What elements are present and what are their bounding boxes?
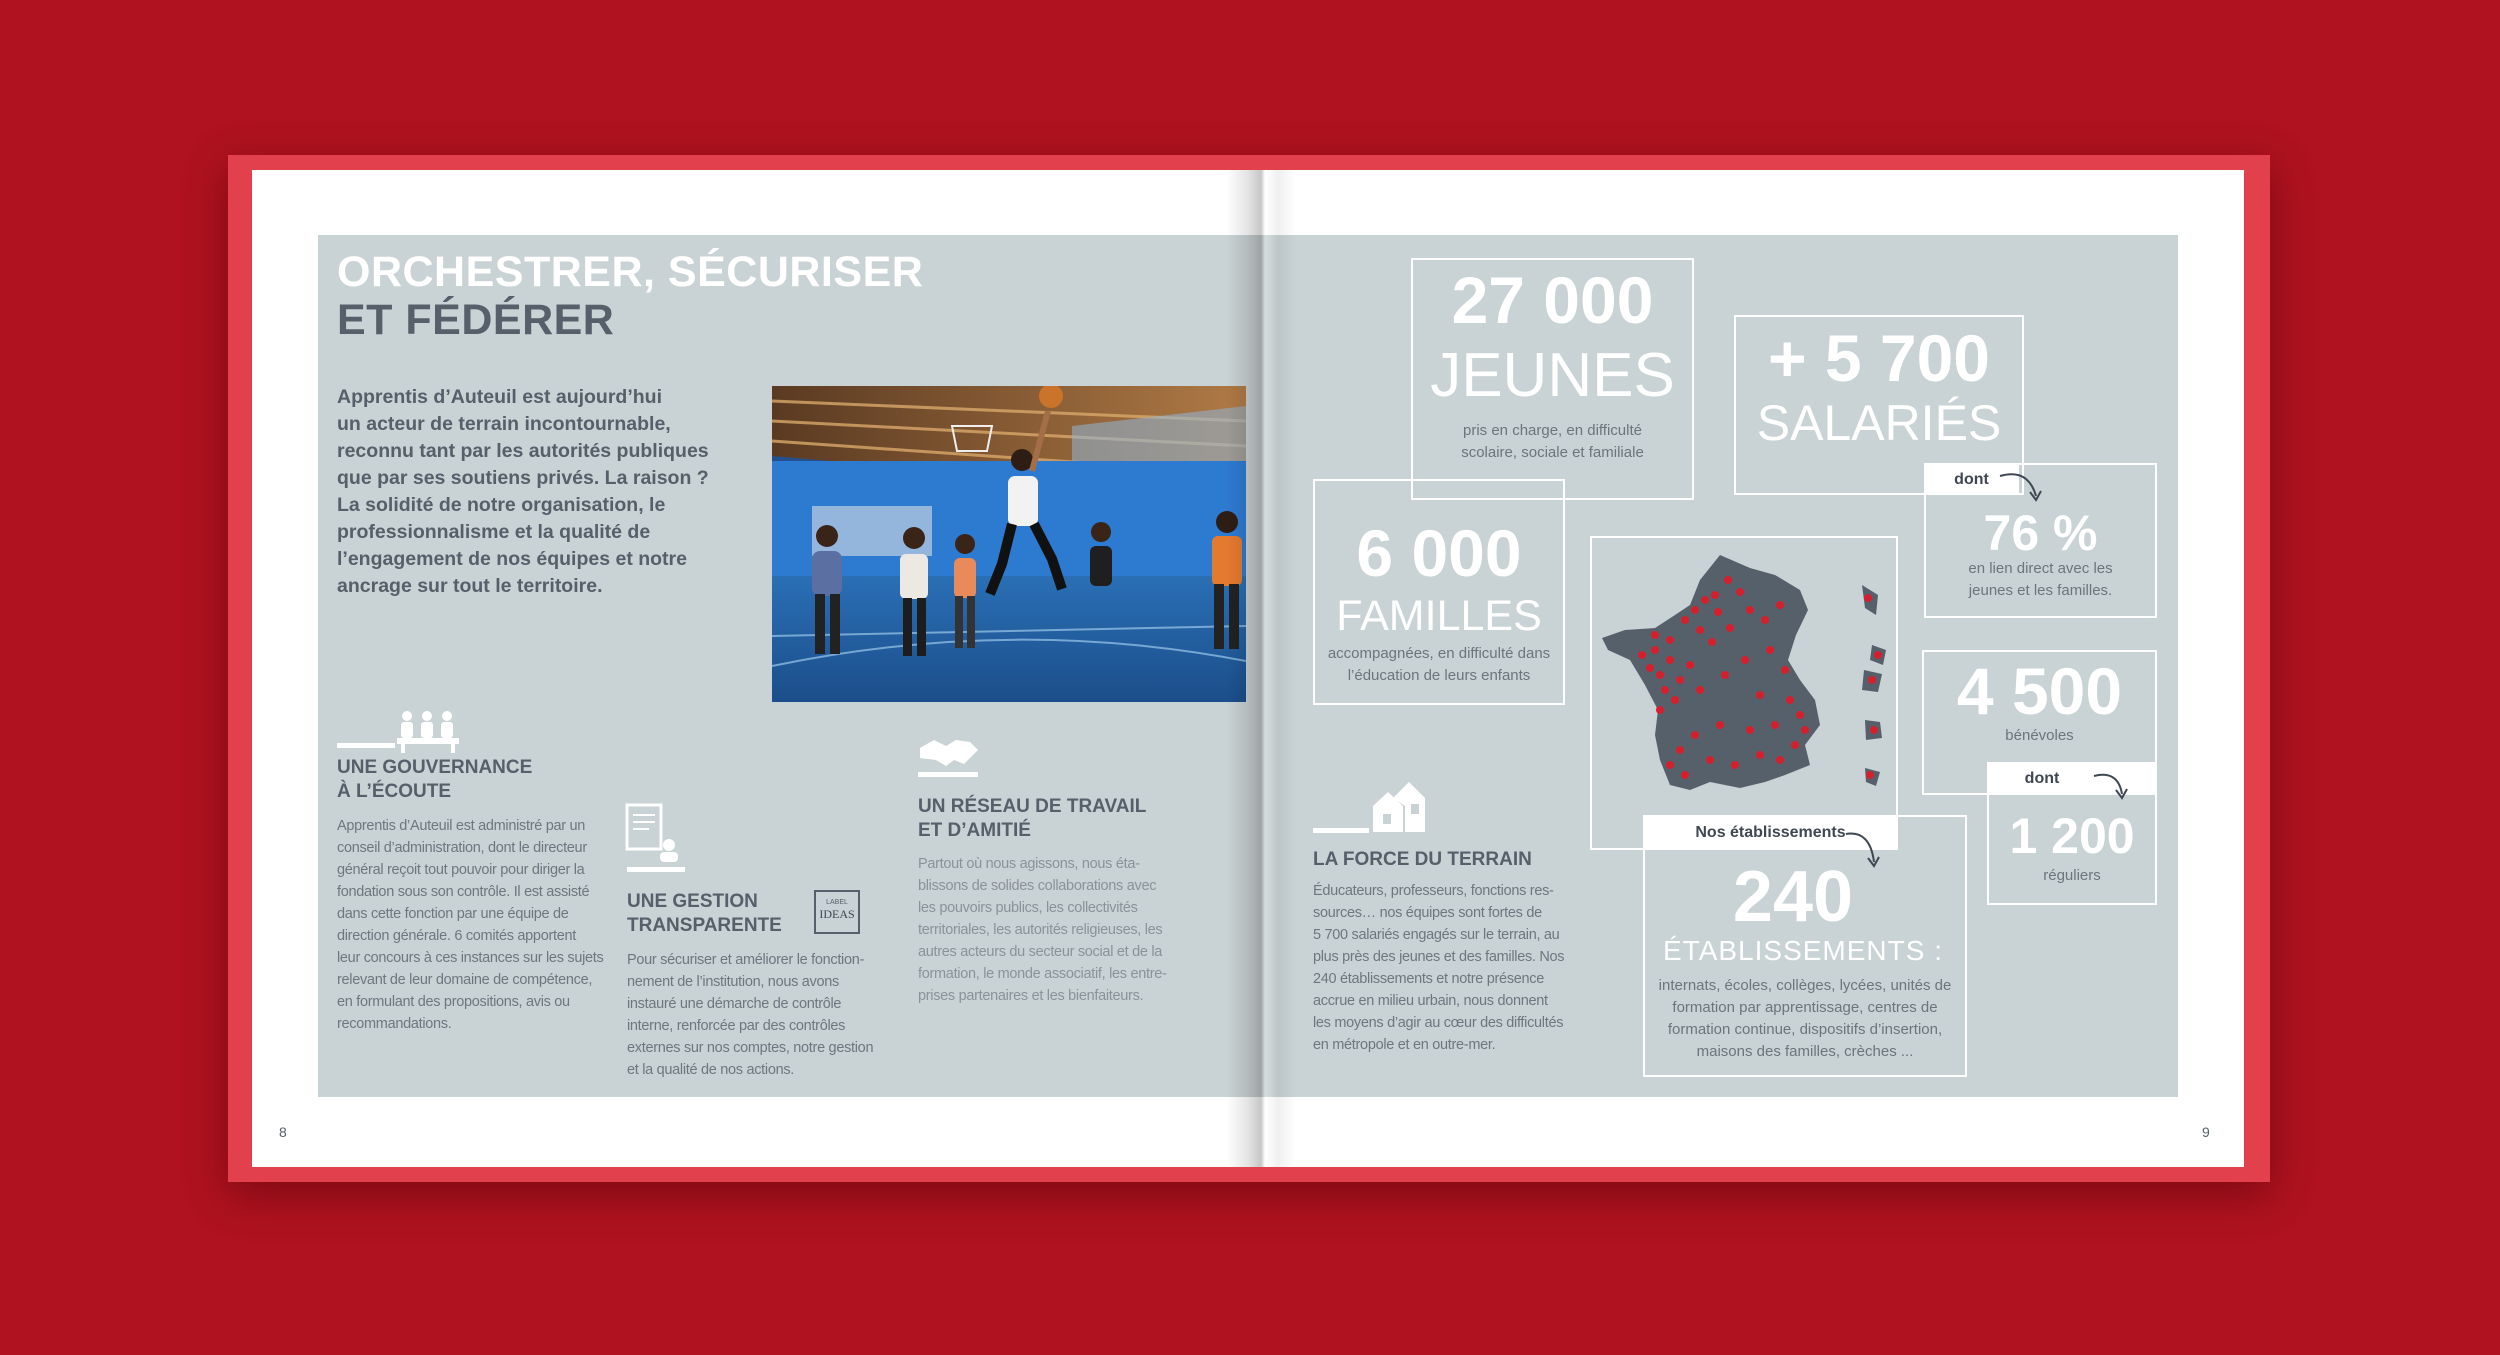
body-line: les pouvoirs publics, les collectivités <box>918 900 1138 916</box>
caption-line: maisons des familles, crèches ... <box>1696 1043 1914 1060</box>
intro-line: La solidité de notre organisation, le <box>337 494 666 516</box>
badge-text: IDEAS <box>819 907 855 921</box>
title-line-2: ET FÉDÉRER <box>337 296 615 344</box>
caption-line: en lien direct avec les <box>1968 560 2113 577</box>
page-number-right: 9 <box>2202 1124 2210 1140</box>
body-line: Partout où nous agissons, nous éta- <box>918 856 1140 872</box>
body-line: en métropole et en outre-mer. <box>1313 1037 1496 1053</box>
body-line: formation, le monde associatif, les entre- <box>918 966 1167 982</box>
france-map-icon <box>1600 550 1890 820</box>
document-person-icon <box>627 805 687 875</box>
terrain-title: LA FORCE DU TERRAIN <box>1313 849 1532 870</box>
caption-line: scolaire, sociale et familiale <box>1461 444 1644 461</box>
stat-salaries-number: + 5 700 <box>1767 321 1991 395</box>
body-line: externes sur nos comptes, notre gestion <box>627 1040 874 1056</box>
dont-label-1: dont <box>1924 465 2019 495</box>
stat-direct-caption <box>1924 558 2157 602</box>
intro-line: ancrage sur tout le territoire. <box>337 575 603 597</box>
body-line: interne, renforcée par des contrôles <box>627 1018 846 1034</box>
body-line: sources… nos équipes sont fortes de <box>1313 905 1542 921</box>
terrain-body <box>1313 880 1603 1056</box>
intro-line: un acteur de terrain incontournable, <box>337 413 671 435</box>
body-line: 240 établissements et notre présence <box>1313 971 1545 987</box>
stat-salaries-word: SALARIÉS <box>1756 395 2002 451</box>
intro-line: l’engagement de nos équipes et notre <box>337 548 687 570</box>
intro-line: Apprentis d’Auteuil est aujourd’hui <box>337 386 663 408</box>
basketball-photo <box>772 386 1246 702</box>
stat-familles-caption <box>1313 643 1565 687</box>
gestion-title-line: TRANSPARENTE <box>627 915 782 936</box>
stat-benevoles-number: 4 500 <box>1956 654 2123 728</box>
stat-etablissements-word: ÉTABLISSEMENTS : <box>1663 935 1943 966</box>
intro-paragraph <box>337 384 737 600</box>
badge-small-text: LABEL <box>826 899 848 906</box>
houses-icon <box>1313 778 1428 834</box>
stat-jeunes-number: 27 000 <box>1451 263 1654 337</box>
reseau-body <box>918 853 1198 1007</box>
intro-line: professionnalisme et la qualité de <box>337 521 651 543</box>
stat-reguliers-caption: réguliers <box>2043 867 2101 884</box>
caption-line: formation par apprentissage, centres de <box>1672 999 1938 1016</box>
body-line: instauré une démarche de contrôle <box>627 996 842 1012</box>
page-title <box>337 248 923 344</box>
caption-line: formation continue, dispositifs d’insertion, <box>1667 1021 1943 1038</box>
stat-reguliers-number: 1 200 <box>2009 808 2135 864</box>
stat-familles-word: FAMILLES <box>1336 592 1542 640</box>
caption-line: pris en charge, en difficulté <box>1463 422 1642 439</box>
gouvernance-title-line: UNE GOUVERNANCE <box>337 757 533 778</box>
intro-line: que par ses soutiens privés. La raison ? <box>337 467 709 489</box>
body-line: dans cette fonction par une équipe de <box>337 906 569 922</box>
body-line: blissons de solides collaborations avec <box>918 878 1157 894</box>
reseau-title-line: ET D’AMITIÉ <box>918 820 1031 841</box>
caption-line: jeunes et les familles. <box>1968 582 2113 599</box>
body-line: en formulant des propositions, avis ou <box>337 994 570 1010</box>
handshake-icon <box>918 734 980 778</box>
body-line: plus près des jeunes et des familles. Nos <box>1313 949 1565 965</box>
body-line: conseil d’administration, dont le directeur <box>337 840 587 856</box>
gouvernance-title-line: À L’ÉCOUTE <box>337 781 452 802</box>
body-line: recommandations. <box>337 1016 452 1032</box>
caption-line: accompagnées, en difficulté dans <box>1327 645 1551 662</box>
label-ideas-badge <box>814 890 860 934</box>
stat-direct-number: 76 % <box>1983 505 2098 561</box>
body-line: nement de l’institution, nous avons <box>627 974 839 990</box>
body-line: prises partenaires et les bienfaiteurs. <box>918 988 1144 1004</box>
intro-line: reconnu tant par les autorités publiques <box>337 440 709 462</box>
etablissements-label: Nos établissements <box>1643 817 1898 849</box>
book-gutter <box>1226 170 1296 1167</box>
page-number-left: 8 <box>279 1124 287 1140</box>
curved-arrow-icon <box>1998 468 2048 508</box>
gestion-body <box>627 949 899 1081</box>
body-line: les moyens d’agir au cœur des difficultés <box>1313 1015 1564 1031</box>
body-line: relevant de leur domaine de compétence, <box>337 972 593 988</box>
stat-etablissements-caption <box>1643 975 1967 1063</box>
people-meeting-icon <box>337 708 462 753</box>
body-line: fondation sous son contrôle. Il est assisté <box>337 884 590 900</box>
gestion-title-line: UNE GESTION <box>627 891 758 912</box>
body-line: accrue en milieu urbain, nous donnent <box>1313 993 1548 1009</box>
gestion-title <box>627 890 782 938</box>
stat-familles-number: 6 000 <box>1356 516 1522 590</box>
stat-benevoles-caption: bénévoles <box>2005 727 2074 744</box>
reseau-title-line: UN RÉSEAU DE TRAVAIL <box>918 796 1147 817</box>
stat-jeunes-caption <box>1411 420 1694 464</box>
caption-line: l’éducation de leurs enfants <box>1347 667 1531 684</box>
stat-jeunes-word: JEUNES <box>1430 341 1675 410</box>
body-line: leur concours à ces instances sur les sujets <box>337 950 604 966</box>
body-line: et la qualité de nos actions. <box>627 1062 795 1078</box>
title-line-1: ORCHESTRER, SÉCURISER <box>337 248 924 296</box>
stat-etablissements-number: 240 <box>1732 857 1854 937</box>
body-line: direction générale. 6 comités apportent <box>337 928 576 944</box>
body-line: général reçoit tout pouvoir pour diriger la <box>337 862 585 878</box>
gouvernance-title <box>337 756 532 804</box>
dont-label-2: dont <box>1989 764 2155 794</box>
body-line: Apprentis d’Auteuil est administré par un <box>337 818 586 834</box>
body-line: Éducateurs, professeurs, fonctions res- <box>1313 883 1554 899</box>
body-line: territoriales, les autorités religieuses, les <box>918 922 1163 938</box>
gouvernance-body <box>337 815 617 1035</box>
body-line: autres acteurs du secteur social et de la <box>918 944 1163 960</box>
caption-line: internats, écoles, collèges, lycées, unités de <box>1658 977 1952 994</box>
body-line: 5 700 salariés engagés sur le terrain, au <box>1313 927 1560 943</box>
body-line: Pour sécuriser et améliorer le fonction- <box>627 952 865 968</box>
curved-arrow-icon <box>2092 768 2132 808</box>
reseau-title <box>918 795 1146 843</box>
